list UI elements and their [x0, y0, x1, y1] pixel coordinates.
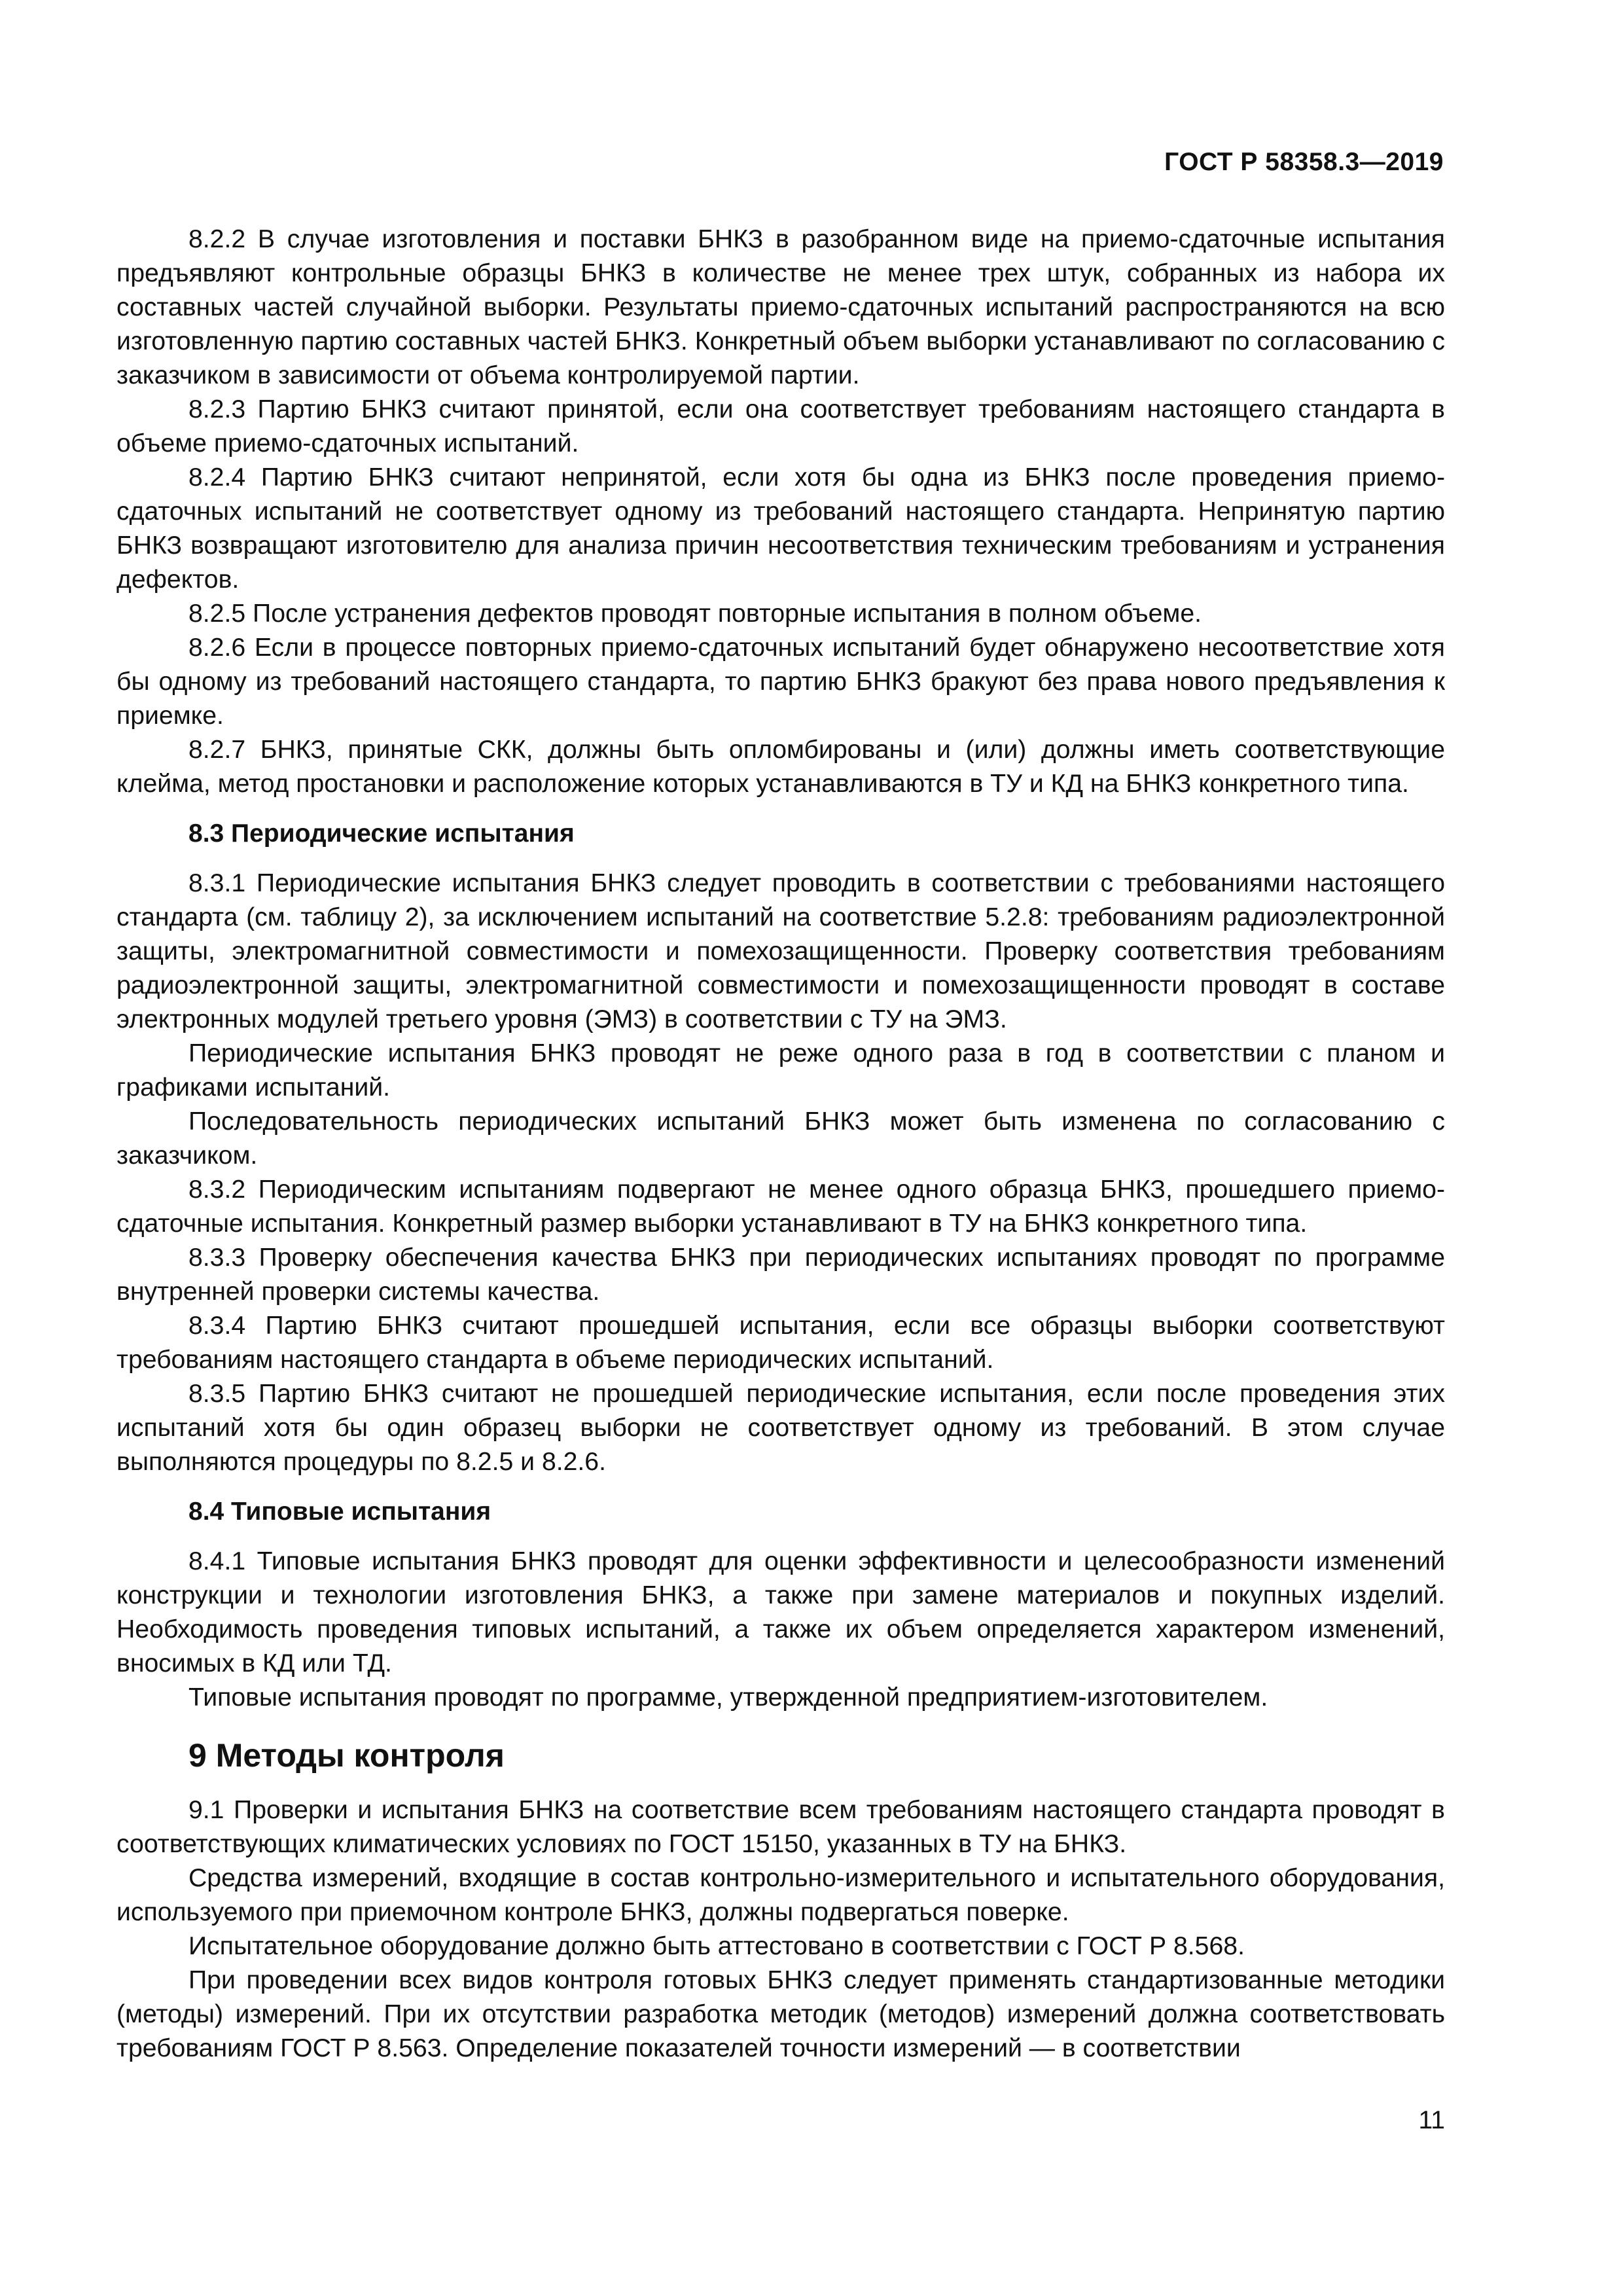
clause-8-2-3: 8.2.3 Партию БНКЗ считают принятой, если она соответствует требованиям настоящего стандарта в объеме приемо-сдаточных испытаний.	[116, 395, 1445, 457]
subsection-heading-8-3: 8.3 Периодические испытания	[188, 819, 575, 848]
clause-9-1: 9.1 Проверки и испытания БНКЗ на соответствие всем требованиям настоящего стандарта проводят в соответствующих климатических условиях по ГОСТ 15150, указанных в ТУ на БНКЗ.	[116, 1796, 1445, 1858]
clause-8-4-1-program: Типовые испытания проводят по программе, утвержденной предприятием-изготовителем.	[188, 1683, 1268, 1712]
clause-8-3-4: 8.3.4 Партию БНКЗ считают прошедшей испытания, если все образцы выборки соответствуют требованиям настоящего стандарта в объеме периодических испытаний.	[116, 1312, 1445, 1374]
clause-8-2-5: 8.2.5 После устранения дефектов проводят повторные испытания в полном объеме.	[188, 600, 1202, 628]
clause-8-2-6: 8.2.6 Если в процессе повторных приемо-сдаточных испытаний будет обнаружено несоответствие хотя бы одному из требований настоящего стандарта, то партию БНКЗ бракуют без права нового предъявления к приемке.	[116, 634, 1445, 730]
clause-9-1-methods: При проведении всех видов контроля готовых БНКЗ следует применять стандартизованные методики (методы) измерений. При их отсутствии разработка методик (методов) измерений должна соответствовать требованиям ГОСТ Р 8.563. Определение показателей точности измерений — в соответствии	[116, 1966, 1445, 2062]
clause-8-3-1-periodicity: Периодические испытания БНКЗ проводят не реже одного раза в год в соответствии с планом и графиками испытаний.	[116, 1039, 1445, 1102]
clause-9-1-test-equipment: Испытательное оборудование должно быть аттестовано в соответствии с ГОСТ Р 8.568.	[188, 1932, 1245, 1960]
clause-8-3-5: 8.3.5 Партию БНКЗ считают не прошедшей периодические испытания, если после проведения этих испытаний хотя бы один образец выборки не соответствует одному из требований. В этом случае выполняются процедуры по 8.2.5 и 8.2.6.	[116, 1380, 1445, 1476]
clause-8-2-2: 8.2.2 В случае изготовления и поставки БНКЗ в разобранном виде на приемо-сдаточные испытания предъявляют контрольные образцы БНКЗ в количестве не менее трех штук, собранных из набора их составных частей случайной выборки. Результаты приемо-сдаточных испытаний распространяются на всю изготовленную партию составных частей БНКЗ. Конкретный объем выборки устанавливают по согласованию с заказчиком в зависимости от объема контролируемой партии.	[116, 225, 1445, 389]
clause-9-1-measuring-instruments: Средства измерений, входящие в состав контрольно-измерительного и испытательного оборудования, используемого при приемочном контроле БНКЗ, должны подвергаться поверке.	[116, 1864, 1445, 1926]
document-code-header: ГОСТ Р 58358.3—2019	[1164, 148, 1444, 176]
clause-8-2-7: 8.2.7 БНКЗ, принятые СКК, должны быть опломбированы и (или) должны иметь соответствующие клейма, метод простановки и расположение которых устанавливаются в ТУ и КД на БНКЗ конкретного типа.	[116, 736, 1445, 798]
document-body	[116, 223, 1445, 2066]
page-number: 11	[1418, 2106, 1445, 2134]
section-heading-9: 9 Методы контроля	[188, 1737, 505, 1774]
clause-8-4-1: 8.4.1 Типовые испытания БНКЗ проводят для оценки эффективности и целесообразности изменений конструкции и технологии изготовления БНКЗ, а также при замене материалов и покупных изделий. Необходимость проведения типовых испытаний, а также их объем определяется характером изменений, вносимых в КД или ТД.	[116, 1547, 1445, 1677]
clause-8-3-2: 8.3.2 Периодическим испытаниям подвергают не менее одного образца БНКЗ, прошедшего приемо-сдаточные испытания. Конкретный размер выборки устанавливают в ТУ на БНКЗ конкретного типа.	[116, 1175, 1445, 1238]
clause-8-3-1-sequence: Последовательность периодических испытаний БНКЗ может быть изменена по согласованию с заказчиком.	[116, 1107, 1445, 1170]
subsection-heading-8-4: 8.4 Типовые испытания	[188, 1498, 491, 1526]
clause-8-3-3: 8.3.3 Проверку обеспечения качества БНКЗ при периодических испытаниях проводят по программе внутренней проверки системы качества.	[116, 1244, 1445, 1306]
clause-8-2-4: 8.2.4 Партию БНКЗ считают непринятой, если хотя бы одна из БНКЗ после проведения приемо-сдаточных испытаний не соответствует одному из требований настоящего стандарта. Непринятую партию БНКЗ возвращают изготовителю для анализа причин несоответствия техническим требованиям и устранения дефектов.	[116, 463, 1445, 594]
clause-8-3-1: 8.3.1 Периодические испытания БНКЗ следует проводить в соответствии с требованиями настоящего стандарта (см. таблицу 2), за исключением испытаний на соответствие 5.2.8: требованиям радиоэлектронной защиты, электромагнитной совместимости и помехозащищенности. Проверку соответствия требованиям радиоэлектронной защиты, электромагнитной совместимости и помехозащищенности проводят в составе электронных модулей третьего уровня (ЭМЗ) в соответствии с ТУ на ЭМЗ.	[116, 869, 1445, 1033]
